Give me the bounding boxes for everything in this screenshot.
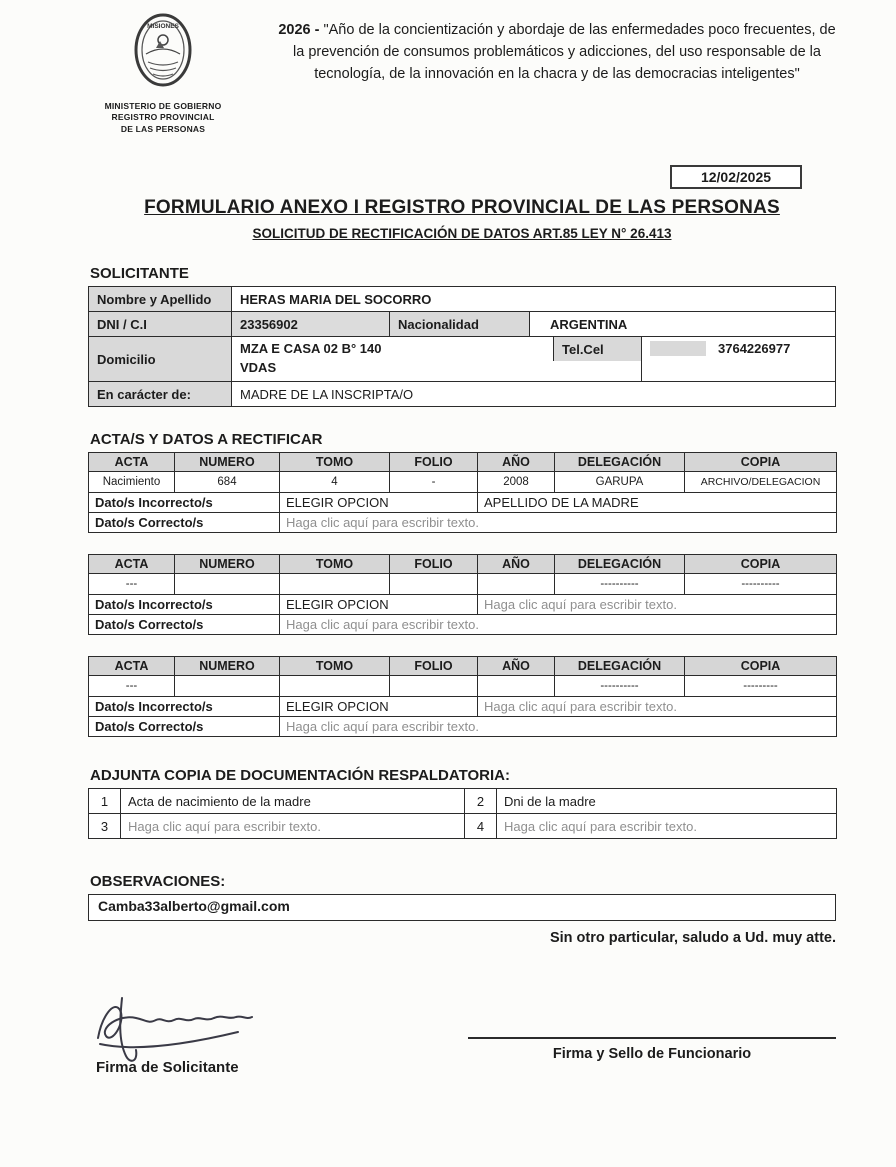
- nacionalidad-field[interactable]: ARGENTINA: [529, 312, 835, 336]
- observaciones-heading: OBSERVACIONES:: [90, 873, 226, 891]
- col-delegacion: DELEGACIÓN: [555, 555, 685, 574]
- acta3-tomo[interactable]: [280, 676, 390, 697]
- official-signature-line: [468, 1037, 836, 1039]
- form-title: FORMULARIO ANEXO I REGISTRO PROVINCIAL DE LAS PERSONAS: [144, 197, 780, 219]
- acta-table-1: [88, 452, 837, 533]
- acta2-incorrecto-row: [89, 595, 837, 615]
- acta1-folio[interactable]: -: [390, 472, 478, 493]
- adjunta-row-2: [89, 814, 837, 839]
- acta1-anio[interactable]: 2008: [478, 472, 555, 493]
- acta3-header-row: [89, 657, 837, 676]
- adjunta-num-1: 1: [89, 789, 121, 814]
- col-folio: FOLIO: [390, 657, 478, 676]
- row-caracter: [89, 381, 835, 406]
- applicant-signature-label: Firma de Solicitante: [96, 1059, 239, 1077]
- acta3-anio[interactable]: [478, 676, 555, 697]
- col-tomo: TOMO: [280, 657, 390, 676]
- telcel-value: 3764226977: [718, 341, 791, 357]
- date-field[interactable]: 12/02/2025: [670, 165, 802, 189]
- acta2-copia[interactable]: ----------: [685, 574, 837, 595]
- correcto-label: Dato/s Correcto/s: [89, 717, 280, 737]
- col-anio: AÑO: [478, 555, 555, 574]
- adjunta-field-3[interactable]: Haga clic aquí para escribir texto.: [121, 814, 465, 839]
- acta2-delegacion[interactable]: ----------: [555, 574, 685, 595]
- field-shading: [650, 341, 706, 356]
- col-copia: COPIA: [685, 453, 837, 472]
- dni-label: DNI / C.I: [89, 312, 231, 336]
- adjunta-field-4[interactable]: Haga clic aquí para escribir texto.: [497, 814, 837, 839]
- ministry-line-2: REGISTRO PROVINCIAL: [111, 112, 215, 123]
- applicant-signature-block: [88, 990, 418, 1076]
- acta3-copia[interactable]: ---------: [685, 676, 837, 697]
- acta3-correcto-value[interactable]: Haga clic aquí para escribir texto.: [280, 717, 837, 737]
- col-tomo: TOMO: [280, 555, 390, 574]
- ministry-crest-icon: [126, 23, 200, 98]
- closing-text: Sin otro particular, saludo a Ud. muy atte.: [549, 930, 836, 947]
- acta3-acta[interactable]: ---: [89, 676, 175, 697]
- domicilio-label: Domicilio: [89, 337, 231, 381]
- col-folio: FOLIO: [390, 453, 478, 472]
- acta1-header-row: [89, 453, 837, 472]
- signature-area: [88, 990, 836, 1076]
- acta3-folio[interactable]: [390, 676, 478, 697]
- dni-field[interactable]: 23356902: [231, 312, 389, 336]
- row-nombre: [89, 287, 835, 311]
- adjunta-field-1[interactable]: Acta de nacimiento de la madre: [121, 789, 465, 814]
- col-tomo: TOMO: [280, 453, 390, 472]
- acta3-value-row: [89, 676, 837, 697]
- acta2-anio[interactable]: [478, 574, 555, 595]
- acta2-numero[interactable]: [175, 574, 280, 595]
- adjunta-num-3: 3: [89, 814, 121, 839]
- acta3-incorrecto-value[interactable]: Haga clic aquí para escribir texto.: [478, 697, 837, 717]
- correcto-label: Dato/s Correcto/s: [89, 513, 280, 533]
- correcto-label: Dato/s Correcto/s: [89, 615, 280, 635]
- acta2-correcto-row: [89, 615, 837, 635]
- col-anio: AÑO: [478, 657, 555, 676]
- acta2-tomo[interactable]: [280, 574, 390, 595]
- row-domicilio: [89, 336, 835, 381]
- acta2-acta[interactable]: ---: [89, 574, 175, 595]
- incorrecto-label: Dato/s Incorrecto/s: [89, 595, 280, 615]
- ministry-line-3: DE LAS PERSONAS: [120, 123, 206, 134]
- motto-text: "Año de la concientización y abordaje de las enfermedades poco frecuentes, de la prevención de consumos problemáticos y adicciones, del uso responsable de la tecnología, de la innovación en la chacra y de las democracias inteligentes": [293, 22, 836, 82]
- official-signature-block: [468, 1037, 836, 1076]
- col-acta: ACTA: [89, 555, 175, 574]
- acta-table-2: [88, 554, 837, 635]
- domicilio-line-1: MZA E CASA 02 B° 140: [240, 341, 382, 357]
- acta1-copia[interactable]: ARCHIVO/DELEGACION: [685, 472, 837, 493]
- solicitante-heading: SOLICITANTE: [90, 265, 189, 283]
- official-signature-label: Firma y Sello de Funcionario: [552, 1046, 752, 1063]
- year-motto: [238, 20, 836, 85]
- incorrecto-label: Dato/s Incorrecto/s: [89, 697, 280, 717]
- acta2-incorrecto-option[interactable]: ELEGIR OPCION: [280, 595, 478, 615]
- observaciones-field[interactable]: Camba33alberto@gmail.com: [88, 894, 836, 921]
- acta1-numero[interactable]: 684: [175, 472, 280, 493]
- col-anio: AÑO: [478, 453, 555, 472]
- col-delegacion: DELEGACIÓN: [555, 657, 685, 676]
- acta1-correcto-value[interactable]: Haga clic aquí para escribir texto.: [280, 513, 837, 533]
- col-folio: FOLIO: [390, 555, 478, 574]
- row-dni: [89, 311, 835, 336]
- adjunta-num-2: 2: [465, 789, 497, 814]
- acta1-delegacion[interactable]: GARUPA: [555, 472, 685, 493]
- telcel-field[interactable]: [641, 337, 835, 381]
- caracter-field[interactable]: MADRE DE LA INSCRIPTA/O: [231, 382, 835, 406]
- col-copia: COPIA: [685, 657, 837, 676]
- caracter-label: En carácter de:: [89, 382, 231, 406]
- acta3-correcto-row: [89, 717, 837, 737]
- col-copia: COPIA: [685, 555, 837, 574]
- domicilio-field[interactable]: [231, 337, 553, 381]
- adjunta-table: [88, 788, 837, 839]
- form-subtitle: SOLICITUD DE RECTIFICACIÓN DE DATOS ART.85 LEY N° 26.413: [252, 226, 672, 242]
- nacionalidad-label: Nacionalidad: [389, 312, 529, 336]
- col-numero: NUMERO: [175, 555, 280, 574]
- acta2-incorrecto-value[interactable]: Haga clic aquí para escribir texto.: [478, 595, 837, 615]
- col-numero: NUMERO: [175, 453, 280, 472]
- acta2-header-row: [89, 555, 837, 574]
- acta1-tomo[interactable]: 4: [280, 472, 390, 493]
- acta1-value-row: [89, 472, 837, 493]
- nombre-label: Nombre y Apellido: [89, 287, 231, 311]
- nombre-field[interactable]: HERAS MARIA DEL SOCORRO: [231, 287, 835, 311]
- solicitante-table: [88, 286, 836, 407]
- acta2-correcto-value[interactable]: Haga clic aquí para escribir texto.: [280, 615, 837, 635]
- telcel-label: Tel.Cel: [553, 337, 641, 361]
- acta-table-3: [88, 656, 837, 737]
- col-acta: ACTA: [89, 453, 175, 472]
- ministry-logo-block: [88, 10, 238, 135]
- adjunta-heading: ADJUNTA COPIA DE DOCUMENTACIÓN RESPALDATORIA:: [90, 767, 510, 785]
- acta3-incorrecto-option[interactable]: ELEGIR OPCION: [280, 697, 478, 717]
- col-delegacion: DELEGACIÓN: [555, 453, 685, 472]
- acta3-incorrecto-row: [89, 697, 837, 717]
- acta-heading: ACTA/S Y DATOS A RECTIFICAR: [90, 431, 323, 449]
- adjunta-field-2[interactable]: Dni de la madre: [497, 789, 837, 814]
- logo-text: MISIONES: [147, 23, 179, 30]
- acta1-correcto-row: [89, 513, 837, 533]
- col-acta: ACTA: [89, 657, 175, 676]
- acta1-acta[interactable]: Nacimiento: [89, 472, 175, 493]
- adjunta-row-1: [89, 789, 837, 814]
- acta1-incorrecto-row: [89, 493, 837, 513]
- ministry-line-1: MINISTERIO DE GOBIERNO: [104, 101, 222, 111]
- acta1-incorrecto-option[interactable]: ELEGIR OPCION: [280, 493, 478, 513]
- acta2-value-row: [89, 574, 837, 595]
- form-header: [88, 10, 836, 135]
- incorrecto-label: Dato/s Incorrecto/s: [89, 493, 280, 513]
- acta3-delegacion[interactable]: ----------: [555, 676, 685, 697]
- acta2-folio[interactable]: [390, 574, 478, 595]
- motto-year: 2026 -: [278, 22, 320, 38]
- acta3-numero[interactable]: [175, 676, 280, 697]
- domicilio-line-2: VDAS: [240, 359, 277, 375]
- acta1-incorrecto-value[interactable]: APELLIDO DE LA MADRE: [478, 493, 837, 513]
- adjunta-num-4: 4: [465, 814, 497, 839]
- col-numero: NUMERO: [175, 657, 280, 676]
